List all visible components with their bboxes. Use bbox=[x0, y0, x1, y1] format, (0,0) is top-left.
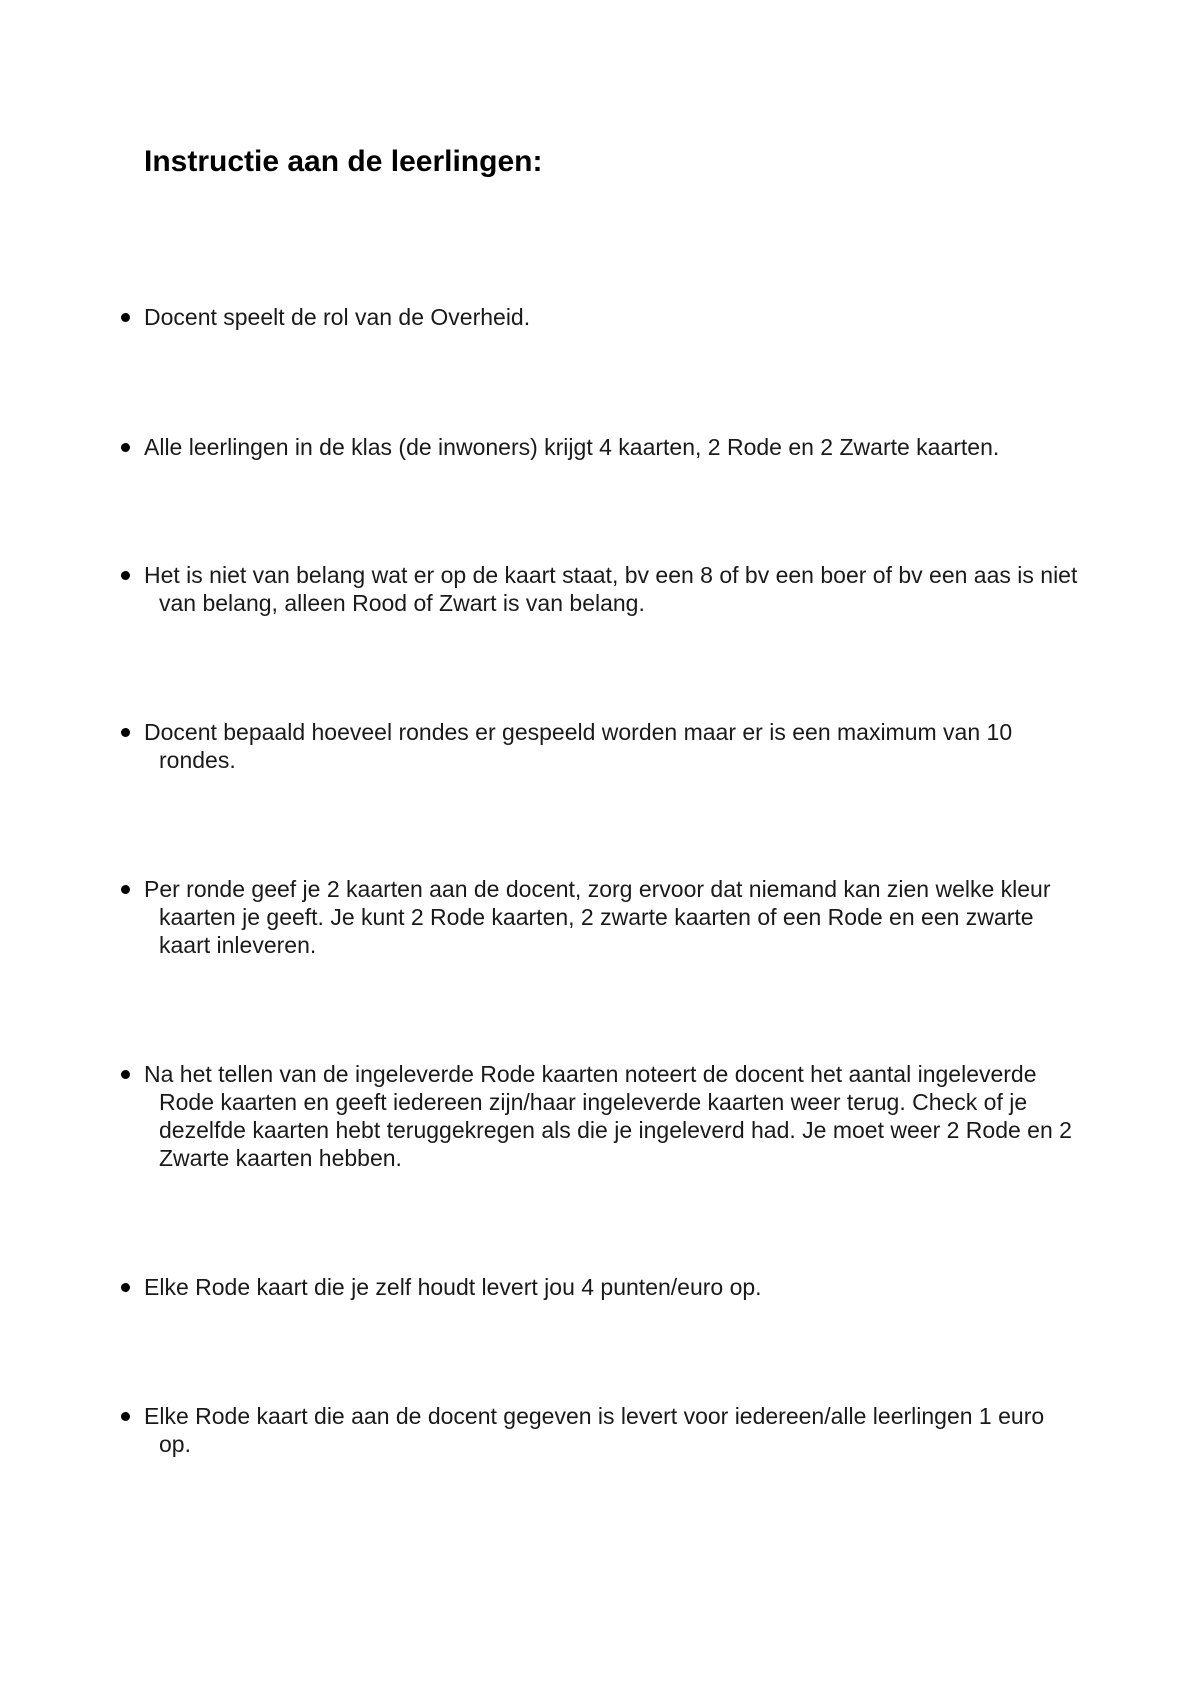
list-item-text: Het is niet van belang wat er op de kaart staat, bv een 8 of bv een boer of bv een aas is niet van belang, alleen Rood of Zwart is van belang. bbox=[144, 562, 1078, 616]
bullet-icon bbox=[121, 1412, 130, 1421]
list-item-text: Per ronde geef je 2 kaarten aan de docent, zorg ervoor dat niemand kan zien welke kleur kaarten je geeft. Je kunt 2 Rode kaarten, 2 zwarte kaarten of een Rode en een zwarte kaart inleveren. bbox=[144, 876, 1051, 958]
bullet-icon bbox=[121, 885, 130, 894]
bullet-icon bbox=[121, 313, 130, 322]
list-item bbox=[121, 1273, 1081, 1301]
list-item-text: Elke Rode kaart die je zelf houdt levert jou 4 punten/euro op. bbox=[144, 1274, 762, 1300]
bullet-icon bbox=[121, 443, 130, 452]
list-item bbox=[121, 1060, 1081, 1172]
bullet-icon bbox=[121, 728, 130, 737]
list-item-text: Docent speelt de rol van de Overheid. bbox=[144, 304, 531, 330]
list-item bbox=[121, 875, 1081, 959]
list-item-text: Elke Rode kaart die aan de docent gegeven is levert voor iedereen/alle leerlingen 1 euro op. bbox=[144, 1403, 1045, 1457]
list-item-text: Na het tellen van de ingeleverde Rode kaarten noteert de docent het aantal ingeleverde Rode kaarten en geeft iedereen zijn/haar ingeleverde kaarten weer terug. Check of je dezelfde kaarten hebt teruggekregen als die je ingeleverd had. Je moet weer 2 Rode en 2 Zwarte kaarten hebben. bbox=[144, 1061, 1072, 1171]
list-item bbox=[121, 718, 1081, 774]
bullet-icon bbox=[121, 1283, 130, 1292]
list-item bbox=[121, 1402, 1081, 1458]
page-title: Instructie aan de leerlingen: bbox=[144, 145, 543, 178]
list-item-text: Alle leerlingen in de klas (de inwoners) krijgt 4 kaarten, 2 Rode en 2 Zwarte kaarten. bbox=[144, 434, 1000, 460]
list-item bbox=[121, 561, 1081, 617]
list-item-text: Docent bepaald hoeveel rondes er gespeeld worden maar er is een maximum van 10 rondes. bbox=[144, 719, 1013, 773]
list-item bbox=[121, 433, 1081, 461]
list-item bbox=[121, 303, 1081, 331]
bullet-icon bbox=[121, 571, 130, 580]
bullet-icon bbox=[121, 1070, 130, 1079]
